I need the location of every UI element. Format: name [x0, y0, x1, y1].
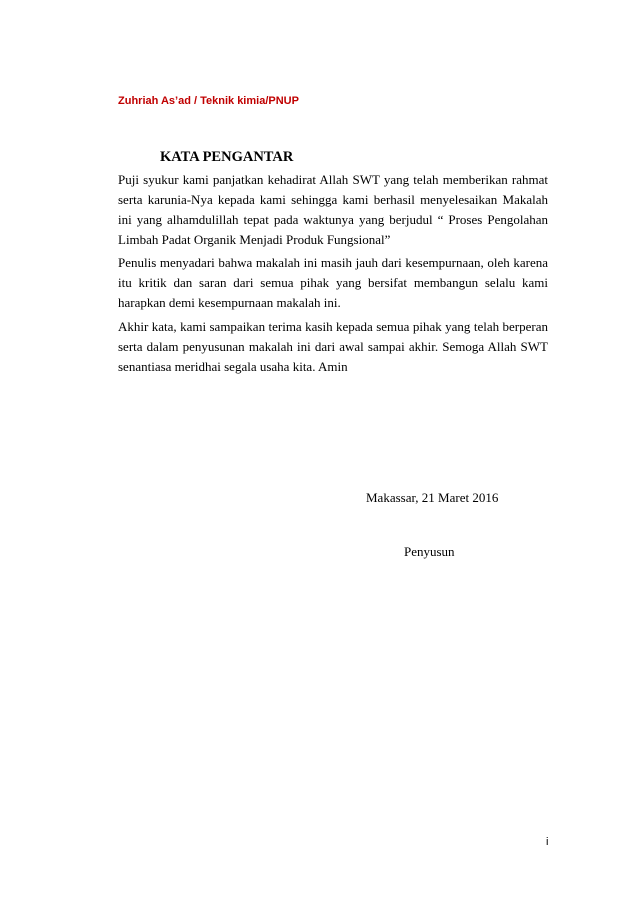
page-number: i [546, 836, 549, 848]
paragraph-1: Puji syukur kami panjatkan kehadirat Allah SWT yang telah memberikan rahmat serta karunia-Nya kepada kami sehingga kami berhasil menyelesaikan Makalah ini yang alhamdulillah tepat pada waktunya yang berjudul “ Proses Pengolahan Limbah Padat Organik Menjadi Produk Fungsional” [118, 172, 548, 247]
paragraph-2: Penulis menyadari bahwa makalah ini masih jauh dari kesempurnaan, oleh karena itu kritik dan saran dari semua pihak yang bersifat membangun selalu kami harapkan demi kesempurnaan makalah ini. [118, 255, 548, 310]
page-title: KATA PENGANTAR [160, 149, 294, 165]
place-date: Makassar, 21 Maret 2016 [366, 490, 499, 505]
signer: Penyusun [404, 544, 455, 559]
running-head: Zuhriah As’ad / Teknik kimia/PNUP [118, 95, 299, 107]
paragraph-3: Akhir kata, kami sampaikan terima kasih kepada semua pihak yang telah berperan serta dalam penyusunan makalah ini dari awal sampai akhir. Semoga Allah SWT senantiasa meridhai segala usaha kita. Amin [118, 319, 548, 374]
